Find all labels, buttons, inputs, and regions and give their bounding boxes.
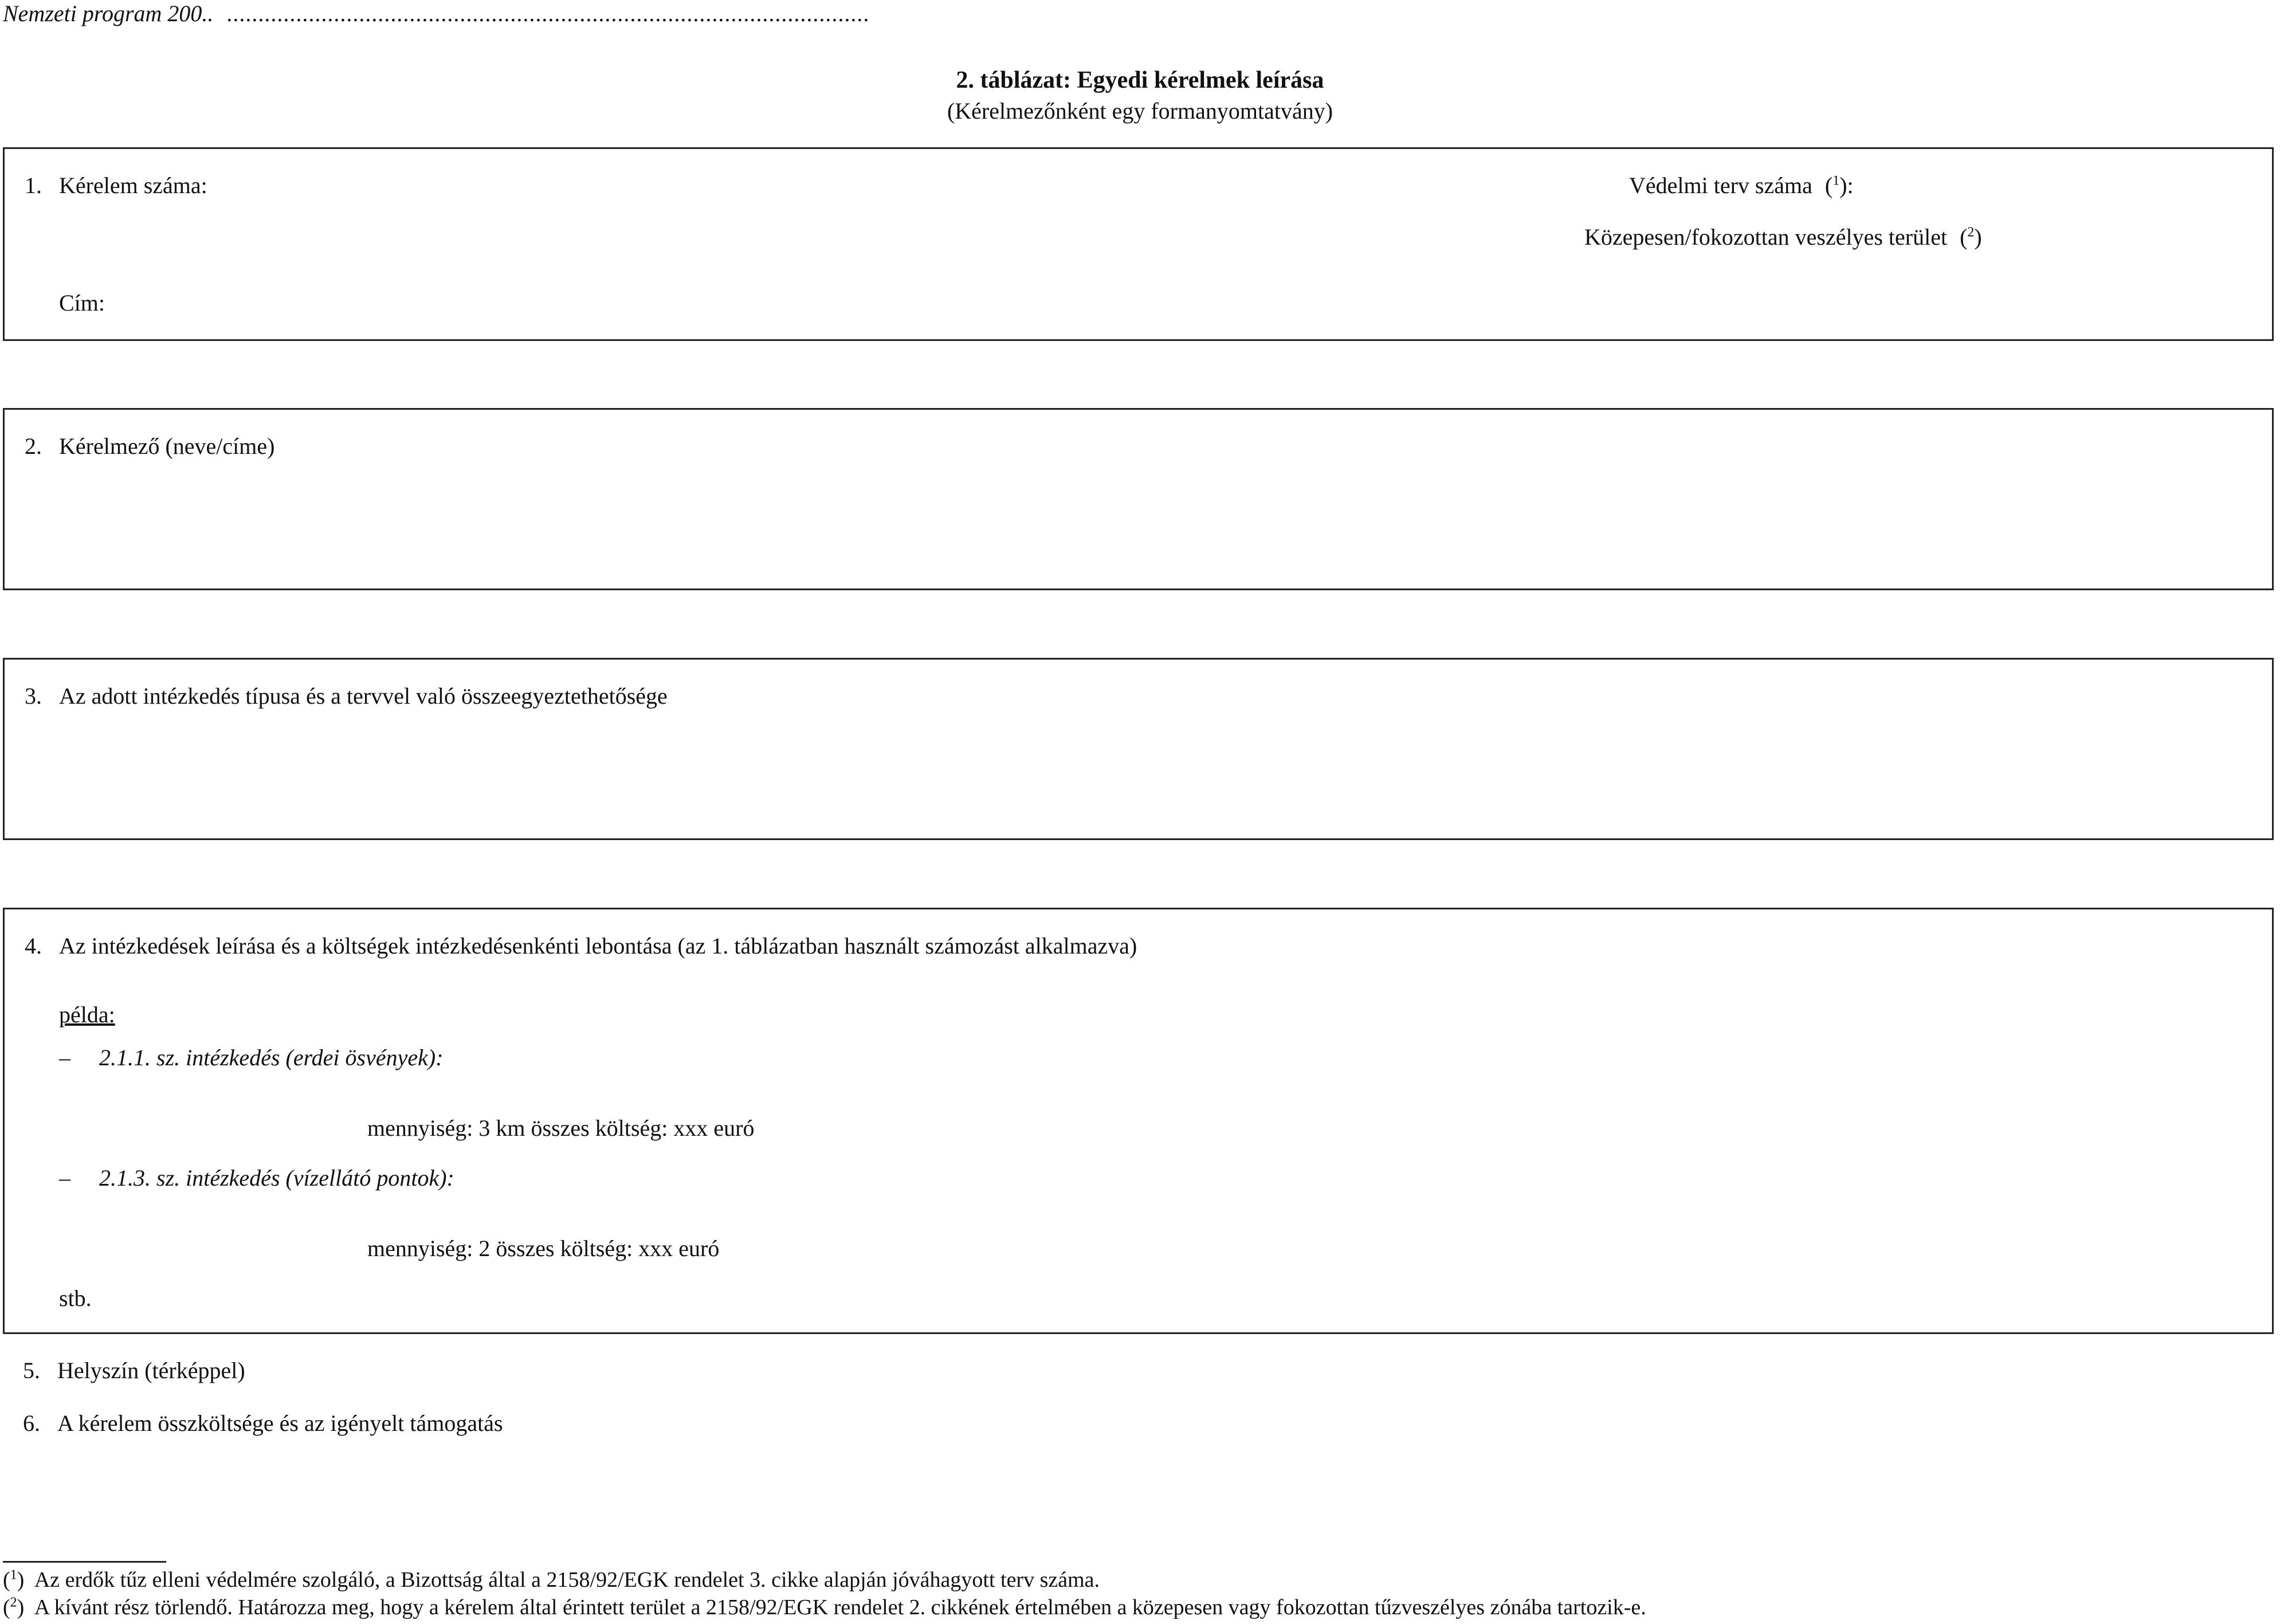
section-5-label: Helyszín (térképpel) xyxy=(57,1358,245,1383)
example-label: példa: xyxy=(59,1002,115,1027)
section-6-number: 6. xyxy=(23,1410,40,1436)
zone-label-text: Közepesen/fokozottan veszélyes terület xyxy=(1584,224,1948,250)
section-2-label: Kérelmező (neve/címe) xyxy=(59,433,275,459)
footnote-1: ($^1$) Az erdők tűz elleni védelmére szolgáló, a Bizottság által a 2158/92/EGK rendelet 3. cikke alapján jóváhagyott terv száma. xyxy=(3,1567,1100,1592)
program-dots: ...................................................................................................... xyxy=(227,1,870,26)
section-5-number: 5. xyxy=(23,1358,40,1383)
section-2-number: 2. xyxy=(25,433,42,459)
footnote-2-mark: 2 xyxy=(10,1595,17,1610)
table-subtitle: (Kérelmezőnként egy formanyomtatvány) xyxy=(947,98,1333,124)
section-1-number: 1. xyxy=(25,172,42,198)
zone-label xyxy=(1584,223,1982,251)
section-4-label: Az intézkedések leírása és a költségek intézkedésenkénti lebontása (az 1. táblázatban használt számozást alkalmazva) xyxy=(59,933,1137,959)
section-4-box xyxy=(3,908,2274,1334)
table-title: 2. táblázat: Egyedi kérelmek leírása xyxy=(956,67,1324,93)
example-item-1-detail: mennyiség: 3 km összes költség: xxx euró xyxy=(367,1115,755,1141)
section-2-box xyxy=(3,408,2274,590)
section-1-box xyxy=(3,147,2274,341)
program-label: Nemzeti program 200.. xyxy=(3,1,214,26)
footnote-1-text: Az erdők tűz elleni védelmére szolgáló, a Bizottság által a 2158/92/EGK rendelet 3. cikke alapján jóváhagyott terv száma. xyxy=(34,1568,1100,1592)
program-header xyxy=(3,0,870,28)
etc-label: stb. xyxy=(59,1285,92,1311)
section-3-number: 3. xyxy=(25,683,42,709)
plan-footnote-ref[interactable]: ($^1$) xyxy=(1824,172,1847,198)
footnote-2: ($^2$) A kívánt rész törlendő. Határozza meg, hogy a kérelem által érintett terület a 2158/92/EGK rendelet 2. cikkének értelmében a közepesen vagy fokozottan tűzveszélyes zónába tartozik-e. xyxy=(3,1595,1646,1619)
footnote-1-mark: 1 xyxy=(10,1567,17,1583)
zone-footnote-ref[interactable]: ($^2$) xyxy=(1960,224,1982,250)
address-label: Cím: xyxy=(59,290,105,316)
example-item-2-detail: mennyiség: 2 összes költség: xxx euró xyxy=(367,1235,720,1261)
example-item-2-title: 2.1.3. sz. intézkedés (vízellátó pontok): xyxy=(99,1165,454,1191)
footnote-2-text: A kívánt rész törlendő. Határozza meg, hogy a kérelem által érintett terület a 2158/92/EGK rendelet 2. cikkének értelmében a közepesen vagy fokozottan tűzveszélyes zónába tartozik-e. xyxy=(34,1595,1646,1619)
example-item-1-dash: – xyxy=(59,1045,70,1070)
example-item-2-dash: – xyxy=(59,1165,70,1191)
section-3-label: Az adott intézkedés típusa és a tervvel való összeegyeztethetősége xyxy=(59,683,668,709)
footnote-divider xyxy=(3,1561,166,1563)
section-6-label: A kérelem összköltsége és az igényelt támogatás xyxy=(57,1410,503,1436)
section-3-box xyxy=(3,658,2274,840)
section-4-number: 4. xyxy=(25,933,42,959)
example-item-1-title: 2.1.1. sz. intézkedés (erdei ösvények): xyxy=(99,1045,444,1070)
plan-label-text: Védelmi terv száma xyxy=(1629,172,1812,198)
plan-number-label: Védelmi terv száma ($^1$): xyxy=(1629,172,1854,198)
section-1-label: Kérelem száma: xyxy=(59,172,207,198)
